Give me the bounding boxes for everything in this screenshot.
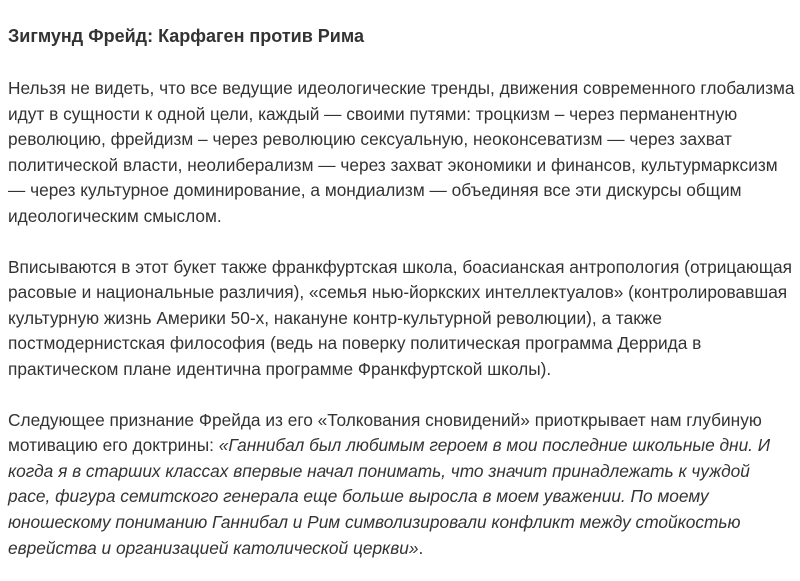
freud-quote: «Ганнибал был любимым героем в мои последние школьные дни. И когда я в старших классах впервые начал понимать, что значит принадлежать к чуждой расе, фигура семитского генерала еще больше выросла в моем уважении. По моему юношескому пониманию Ганнибал и Рим символизировали конфликт между стойкостью еврейства и организацией католической церкви» — [8, 435, 771, 558]
paragraph-3-intro: Следующее признание Фрейда из его «Толкования сновидений» приоткрывает нам глубиную мотивацию его доктрины: — [8, 409, 762, 456]
article-paragraph-3 — [8, 408, 796, 562]
paragraph-3-end: . — [418, 537, 424, 558]
article-paragraph-2: Вписываются в этот букет также франкфуртская школа, боасианская антропология (отрицающая расовые и национальные различия), «семья нью-йоркских интеллектуалов» (контролировавшая культурную жизнь Америки 50-х, накануне контр-культурной революции), а также постмодернистская философия (ведь на поверку политическая программа Деррида в практическом плане идентична программе Франкфуртской школы). — [8, 256, 793, 379]
article-title: Зигмунд Фрейд: Карфаген против Рима — [8, 26, 364, 46]
article-paragraph-1: Нельзя не видеть, что все ведущие идеологические тренды, движения современного глобализма идут в сущности к одной цели, каждый — своими путями: троцкизм – через перманентную революцию, фрейдизм – через революцию сексуальную, неоконсеватизм — через захват политической власти, неолиберализм — через захват экономики и финансов, культурмарксизм — через культурное доминирование, а мондиализм — объединяя все эти дискурсы общим идеологическим смыслом. — [8, 78, 795, 226]
